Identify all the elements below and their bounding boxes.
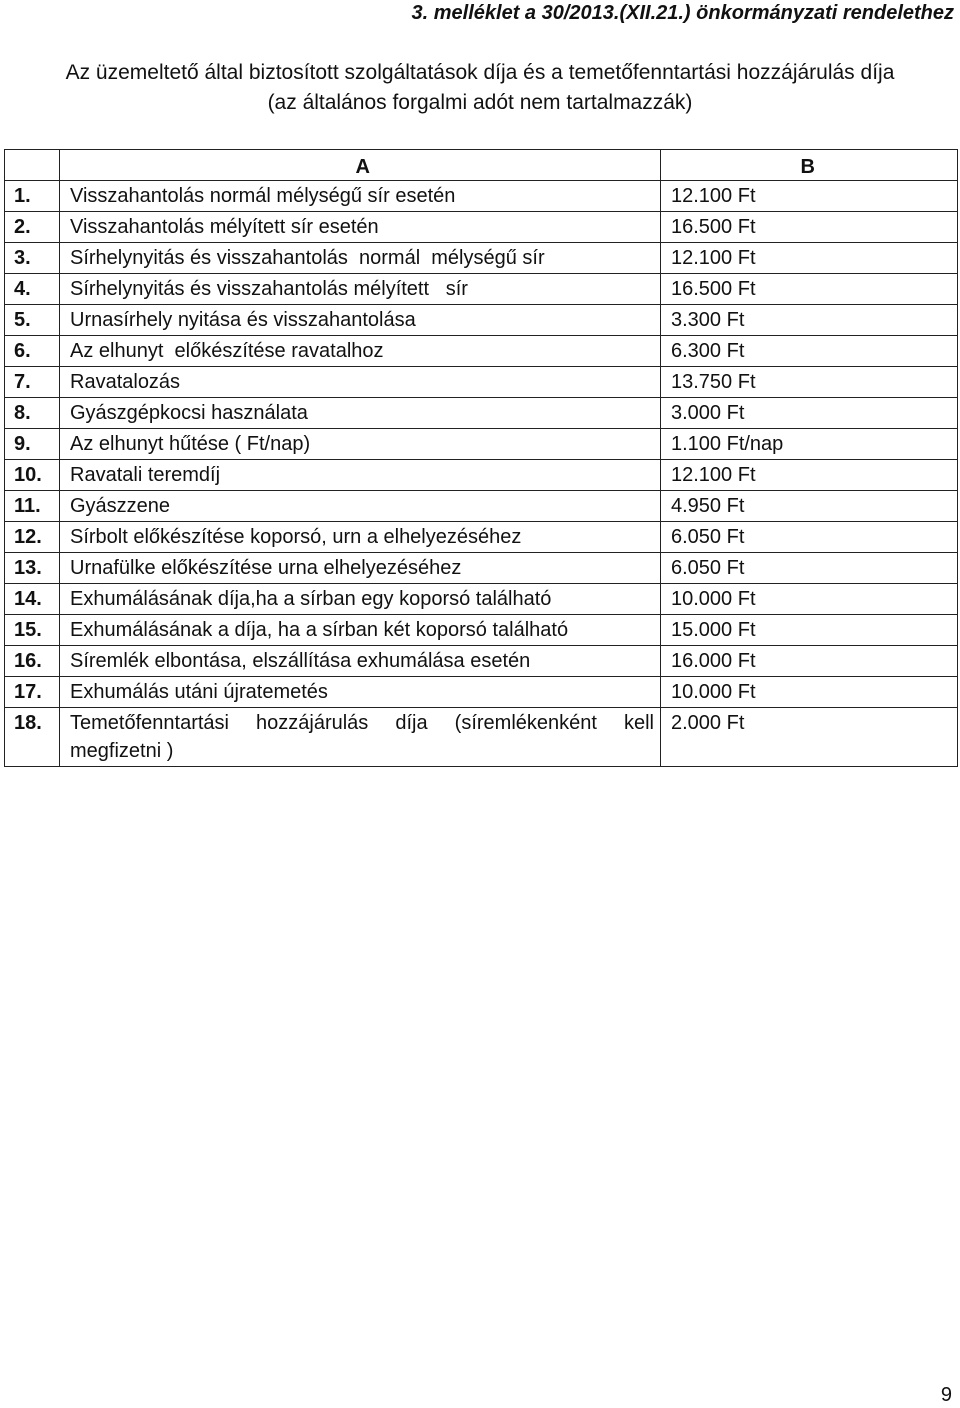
document-subtitle: (az általános forgalmi adót nem tartalmazzák)	[267, 91, 693, 114]
table-row	[5, 243, 958, 274]
service-price: 3.000 Ft	[661, 398, 958, 429]
service-description: Urnasírhely nyitása és visszahantolása	[60, 305, 661, 336]
document-title: Az üzemeltető által biztosított szolgáltatások díja és a temetőfenntartási hozzájárulás díja	[65, 61, 895, 84]
service-description: Sírhelynyitás és visszahantolás mélyített sír	[60, 274, 661, 305]
service-price: 10.000 Ft	[661, 677, 958, 708]
table-row	[5, 181, 958, 212]
service-description: Urnafülke előkészítése urna elhelyezéséhez	[60, 553, 661, 584]
row-number: 14.	[5, 584, 60, 615]
row-number: 3.	[5, 243, 60, 274]
row-number: 6.	[5, 336, 60, 367]
table-row	[5, 274, 958, 305]
row-number: 10.	[5, 460, 60, 491]
service-price: 4.950 Ft	[661, 491, 958, 522]
service-price: 3.300 Ft	[661, 305, 958, 336]
table-row	[5, 367, 958, 398]
annex-reference: 3. melléklet a 30/2013.(XII.21.) önkormányzati rendelethez	[411, 2, 954, 24]
service-description: Temetőfenntartási hozzájárulás díja (síremlékenként kell megfizetni )	[60, 708, 661, 767]
fee-table-header-row	[5, 150, 958, 181]
row-number: 12.	[5, 522, 60, 553]
service-price: 15.000 Ft	[661, 615, 958, 646]
service-description: Az elhunyt előkészítése ravatalhoz	[60, 336, 661, 367]
row-number: 13.	[5, 553, 60, 584]
service-description: Síremlék elbontása, elszállítása exhumálása esetén	[60, 646, 661, 677]
column-b-header: B	[661, 150, 958, 181]
row-number: 18.	[5, 708, 60, 767]
fee-table-body	[5, 150, 958, 767]
table-row	[5, 522, 958, 553]
row-number: 15.	[5, 615, 60, 646]
table-row	[5, 460, 958, 491]
table-row	[5, 615, 958, 646]
table-row	[5, 429, 958, 460]
service-description: Visszahantolás mélyített sír esetén	[60, 212, 661, 243]
table-row	[5, 553, 958, 584]
table-row	[5, 305, 958, 336]
service-price: 12.100 Ft	[661, 243, 958, 274]
table-row	[5, 584, 958, 615]
service-description: Gyászgépkocsi használata	[60, 398, 661, 429]
service-price: 1.100 Ft/nap	[661, 429, 958, 460]
row-number: 17.	[5, 677, 60, 708]
table-row	[5, 646, 958, 677]
table-row	[5, 212, 958, 243]
table-row	[5, 677, 958, 708]
row-number: 7.	[5, 367, 60, 398]
service-description: Sírhelynyitás és visszahantolás normál mélységű sír	[60, 243, 661, 274]
table-row	[5, 708, 958, 767]
service-description: Exhumálás utáni újratemetés	[60, 677, 661, 708]
table-row	[5, 336, 958, 367]
service-description: Exhumálásának a díja, ha a sírban két koporsó található	[60, 615, 661, 646]
service-price: 16.500 Ft	[661, 274, 958, 305]
service-price: 2.000 Ft	[661, 708, 958, 767]
service-description: Gyászzene	[60, 491, 661, 522]
row-number: 16.	[5, 646, 60, 677]
fee-table	[4, 149, 958, 767]
service-price: 10.000 Ft	[661, 584, 958, 615]
row-number: 4.	[5, 274, 60, 305]
row-number: 1.	[5, 181, 60, 212]
row-number: 9.	[5, 429, 60, 460]
service-price: 12.100 Ft	[661, 460, 958, 491]
service-price: 16.500 Ft	[661, 212, 958, 243]
service-description: Ravatali teremdíj	[60, 460, 661, 491]
row-number: 8.	[5, 398, 60, 429]
service-description: Visszahantolás normál mélységű sír esetén	[60, 181, 661, 212]
service-description: Sírbolt előkészítése koporsó, urn a elhelyezéséhez	[60, 522, 661, 553]
page-number: 9	[940, 1384, 952, 1406]
service-price: 6.050 Ft	[661, 522, 958, 553]
column-a-header: A	[60, 150, 661, 181]
service-price: 12.100 Ft	[661, 181, 958, 212]
service-price: 6.050 Ft	[661, 553, 958, 584]
service-description: Az elhunyt hűtése ( Ft/nap)	[60, 429, 661, 460]
row-number: 5.	[5, 305, 60, 336]
row-number: 11.	[5, 491, 60, 522]
table-row	[5, 491, 958, 522]
service-price: 13.750 Ft	[661, 367, 958, 398]
service-price: 6.300 Ft	[661, 336, 958, 367]
service-description: Exhumálásának díja,ha a sírban egy koporsó található	[60, 584, 661, 615]
service-description: Ravatalozás	[60, 367, 661, 398]
header-number-cell	[5, 150, 60, 181]
table-row	[5, 398, 958, 429]
service-price: 16.000 Ft	[661, 646, 958, 677]
row-number: 2.	[5, 212, 60, 243]
